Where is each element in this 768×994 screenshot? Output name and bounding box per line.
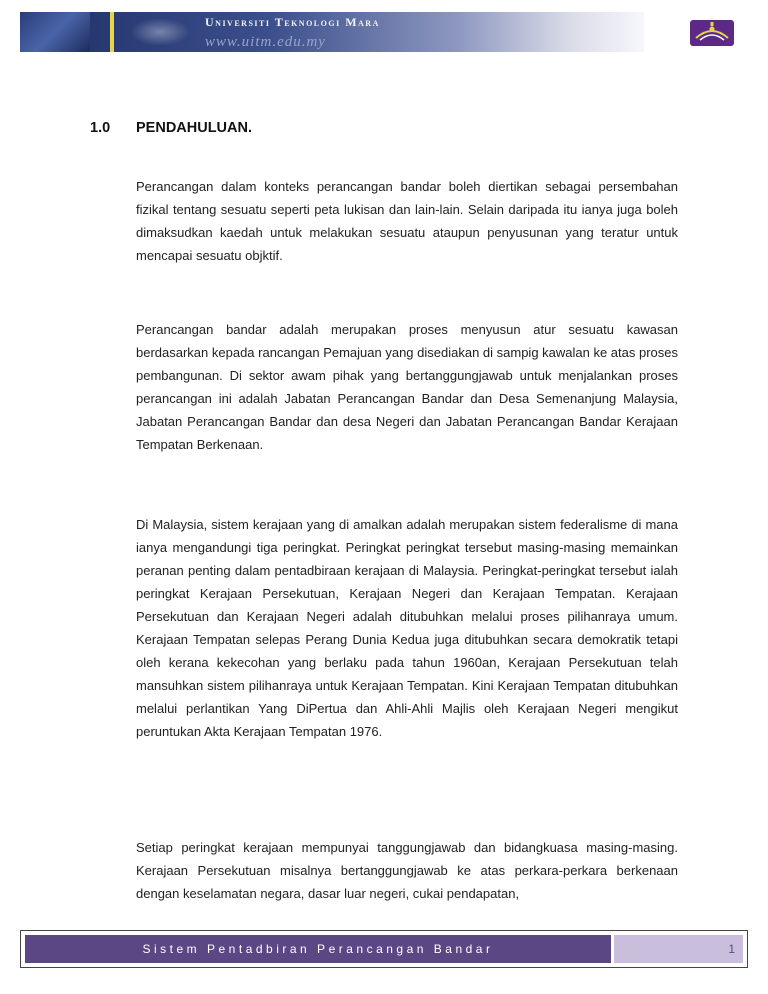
section-heading [90,120,252,136]
section-number: 1.0 [90,120,111,136]
paragraph-3: Di Malaysia, sistem kerajaan yang di amalkan adalah merupakan sistem federalisme di mana ianya mengandungi tiga peringkat. Peringkat peringkat tersebut masing-masing memainkan peranan penting dalam pentadbiraan kerajaan di Malaysia. Peringkat-peringkat tersebut ialah peringkat Kerajaan Persekutuan, Kerajaan Negeri dan Kerajaan Tempatan. Kerajaan Persekutuan dan Kerajaan Negeri adalah ditubuhkan melalui proses pilihanraya umum. Kerajaan Tempatan selepas Perang Dunia Kedua juga ditubuhkan secara demokratik tetapi oleh kerana kekecohan yang berlaku pada tahun 1960an, Kerajaan Persekutuan telah mansuhkan sistem pilihanraya untuk Kerajaan Tempatan. Kini Kerajaan Tempatan ditubuhkan melalui perlantikan Yang DiPertua dan Ahli-Ahli Majlis oleh Kerajaan Negeri mengikut peruntukan Akta Kerajaan Tempatan 1976. [136,517,678,739]
institution-name: Universiti Teknologi Mara [205,15,380,29]
banner-accent-bar [110,12,114,52]
page-number: 1 [614,935,743,963]
institution-website: www.uitm.edu.my [205,34,326,50]
paragraph-4: Setiap peringkat kerajaan mempunyai tanggungjawab dan bidangkuasa masing-masing. Kerajaan Persekutuan misalnya bertanggungjawab ke atas perkara-perkara berkenaan dengan keselamatan negara, dasar luar negeri, cukai pendapatan, [136,840,678,901]
university-logo-icon [690,20,734,46]
header-banner [20,12,644,52]
paragraph-2: Perancangan bandar adalah merupakan proses menyusun atur sesuatu kawasan berdasarkan kepada rancangan Pemajuan yang disediakan di sampig kawalan ke atas proses pembangunan. Di sektor awam pihak yang bertanggungjawab untuk menjalankan proses perancangan ini adalah Jabatan Perancangan Bandar dan Desa Semenanjung Malaysia, Jabatan Perancangan Bandar dan desa Negeri dan Jabatan Perancangan Bandar Kerajaan Tempatan Berkenaan. [136,322,679,452]
banner-glow [130,18,190,46]
paragraph-1: Perancangan dalam konteks perancangan bandar boleh diertikan sebagai persembahan fizikal tentang sesuatu seperti peta lukisan dan lain-lain. Selain daripada itu ianya juga boleh dimaksudkan kaedah untuk melakukan sesuatu ataupun penyusunan yang teratur untuk mencapai sesuatu objktif. [136,179,678,263]
section-title: PENDAHULUAN. [136,120,252,136]
footer-title: Sistem Pentadbiran Perancangan Bandar [25,935,611,963]
banner-graphic [20,12,90,52]
